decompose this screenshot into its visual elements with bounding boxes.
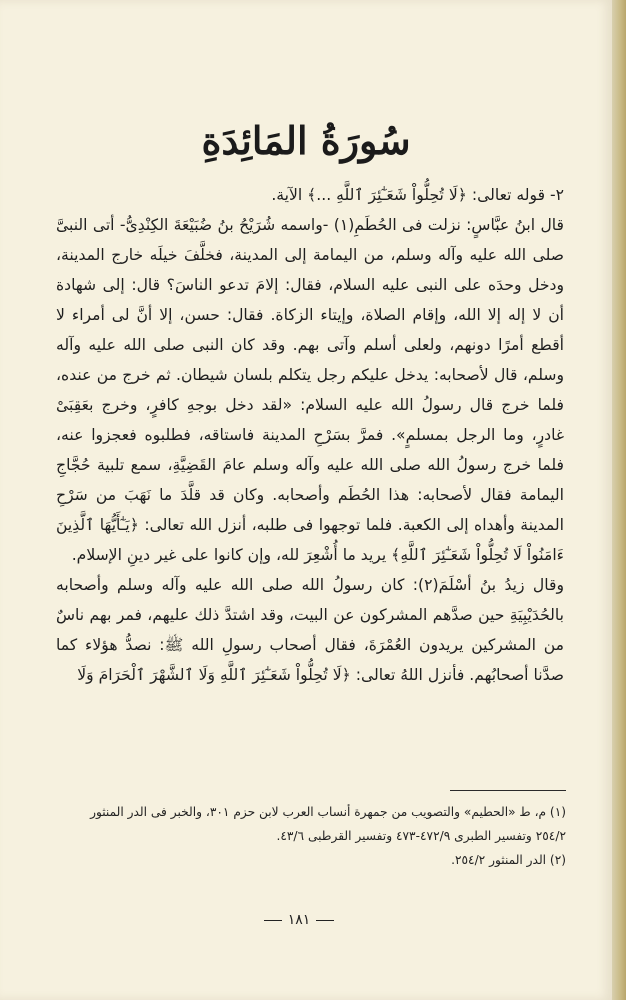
surah-title: سُورَةُ المَائِدَةِ: [201, 118, 411, 163]
paragraph-zayd: وقال زيدُ بنُ أسْلَمَ(٢): كان رسولُ الله صلى الله عليه وآله وسلم وأصحابه بالحُدَيْبِيَةِ حين صدَّهم المشركون عن البيت، وقد اشتدَّ ذلك عليهم، فمر بهم ناسٌ من المشركين يريدون العُمْرَةَ، فقال أصحاب رسولِ الله ﷺ: نصدُّ هؤلاء كما صدَّنا أصحابُهم. فأنزل اللهُ تعالى: ﴿لَا تُحِلُّواْ شَعَـٰٓئِرَ ٱللَّهِ وَلَا ٱلشَّهْرَ ٱلْحَرَامَ وَلَا: [56, 576, 564, 684]
page-number-value: ١٨١: [287, 912, 311, 928]
paragraph-ibn-abbas: قال ابنُ عبَّاسٍ: نزلت فى الحُطَمِ(١) -واسمه شُرَيْحُ بنُ ضُبَيْعَةَ الكِنْدِىُّ- أتى النبىَّ صلى الله عليه وآله وسلم، من اليمامة إلى المدينة، فخلَّفَ خيلَه خارج المدينة، ودخل وحدَه على النبى عليه السلام، فقال: إلامَ تدعو الناسَ؟ قال: إلى شهادة أن لا إله إلا الله، وإقام الصلاة، وإيتاء الزكاة. فقال: حسن، إلا أنَّ لى أمراء لا أقطع أمرًا دونهم، ولعلى أسلم وآتى بهم. وقد كان النبى صلى الله عليه وآله وسلم، قال لأصحابه: يدخل عليكم رجل يتكلم بلسان شيطان. ثم خرج من عنده، فلما خرج قال رسولُ الله عليه السلام: «لقد دخل بوجهِ كافرٍ، وخرج بعَقِبَىْ غادرٍ، وما الرجل بمسلمٍ». فمرَّ بسَرْحِ المدينة فاستاقه، فطلبوه فعجزوا عنه، فلما خرج رسولُ الله صلى الله عليه وآله وسلم عامَ القَضِيَّةِ، سمع تلبية حُجَّاجِ اليمامة فقال لأصحابه: هذا الحُطَم وأصحابه. وكان قد قلَّدَ ما نَهَبَ من سَرْحِ المدينة وأهداه إلى الكعبة. فلما توجهوا فى طلبه، أنزل الله تعالى: ﴿يَـٰٓأَيُّهَا ٱلَّذِينَ ءَامَنُواْ لَا تُحِلُّواْ شَعَـٰٓئِرَ ٱللَّهِ﴾ يريد ما أُشْعِرَ لله، وإن كانوا على غير دينِ الإسلام.: [56, 216, 564, 564]
footnote-2: (٢) الدر المنثور ٢٥٤/٢.: [451, 853, 566, 867]
main-text: [56, 180, 564, 690]
verse-heading: ٢- قوله تعالى: ﴿لَا تُحِلُّواْ شَعَـٰٓئِرَ ٱللَّهِ ...﴾ الآية.: [271, 186, 564, 204]
page-number-dash: [264, 920, 282, 921]
footnote-divider: [450, 790, 566, 791]
page-number: [0, 912, 598, 928]
page-number-dash: [316, 920, 334, 921]
page-edge: [612, 0, 626, 1000]
footnotes: [56, 800, 566, 872]
footnote-1: (١) م، ط «الحطيم» والتصويب من جمهرة أنساب العرب لابن حزم ٣٠١، والخبر فى الدر المنثور ٢٥٤/٢ وتفسير الطبرى ٤٧٢/٩-٤٧٣ وتفسير القرطبى ٤٣/٦.: [90, 805, 566, 843]
